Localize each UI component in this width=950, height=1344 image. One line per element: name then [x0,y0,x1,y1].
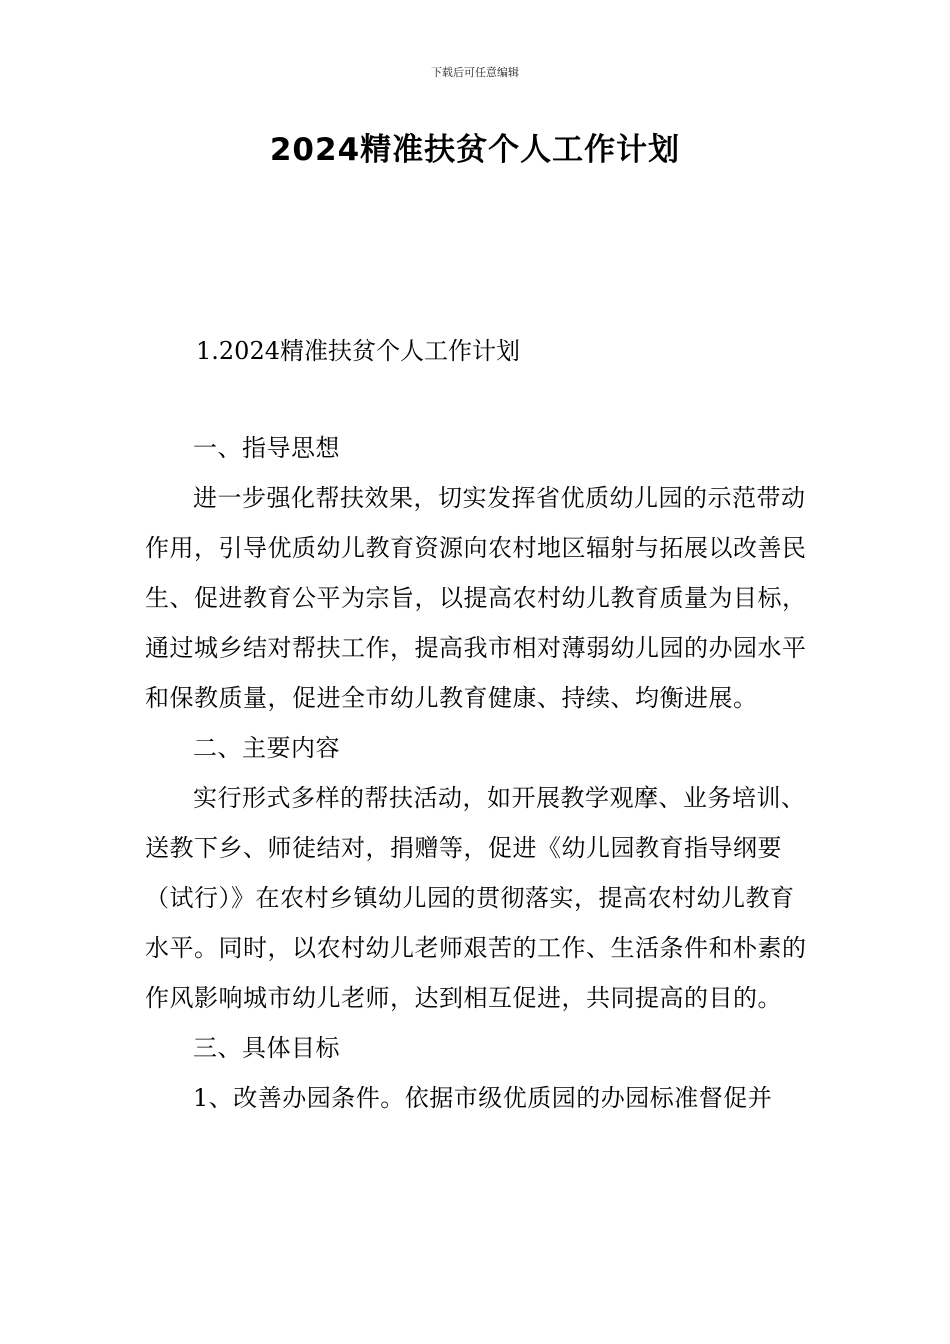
section-heading-1: 一、指导思想 [193,434,340,462]
subtitle: 1.2024精准扶贫个人工作计划 [196,337,520,365]
section-heading-3: 三、具体目标 [193,1034,340,1062]
section-paragraph-2: 实行形式多样的帮扶活动，如开展教学观摩、业务培训、送教下乡、师徒结对，捐赠等，促进《幼儿园教育指导纲要（试行）》在农村乡镇幼儿园的贯彻落实，提高农村幼儿教育水平。同时，以农村幼儿老师艰苦的工作、生活条件和朴素的作风影响城市幼儿老师，达到相互促进，共同提高的目的。 [145,784,807,1012]
section-heading-2: 二、主要内容 [193,734,340,762]
document-body [145,423,807,1123]
section-paragraph-3: 1、改善办园条件。依据市级优质园的办园标准督促并 [193,1084,773,1112]
section-paragraph-1: 进一步强化帮扶效果，切实发挥省优质幼儿园的示范带动作用，引导优质幼儿教育资源向农村地区辐射与拓展以改善民生、促进教育公平为宗旨，以提高农村幼儿教育质量为目标，通过城乡结对帮扶工作，提高我市相对薄弱幼儿园的办园水平和保教质量，促进全市幼儿教育健康、持续、均衡进展。 [145,484,807,712]
header-note: 下载后可任意编辑 [431,66,519,79]
document-title: 2024精准扶贫个人工作计划 [269,132,681,168]
